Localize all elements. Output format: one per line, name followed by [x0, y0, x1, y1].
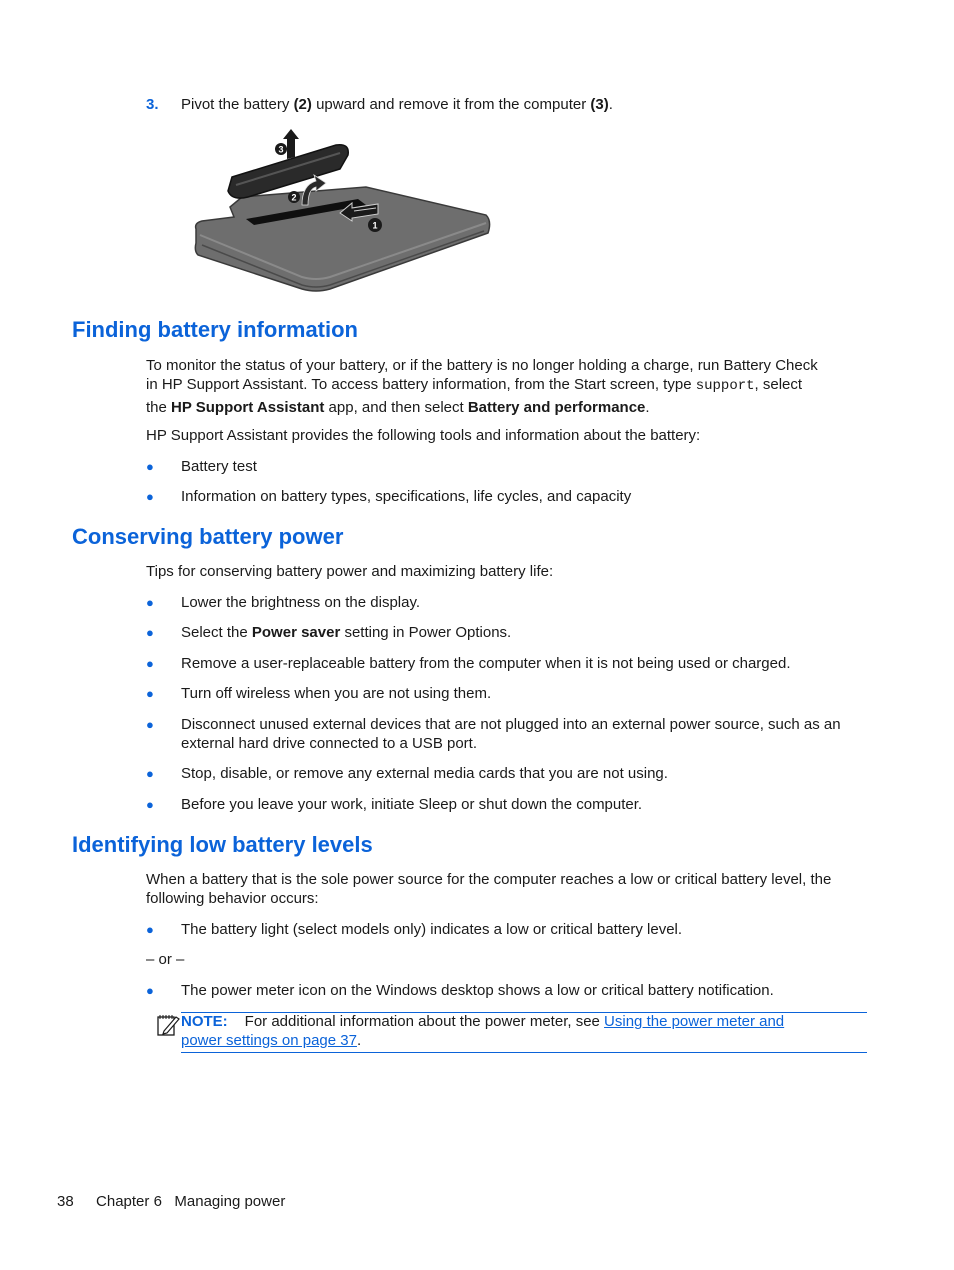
step-text: Pivot the battery (2) upward and remove it from the computer (3).	[181, 96, 613, 113]
conserving-intro: Tips for conserving battery power and maximizing battery life:	[146, 563, 554, 580]
bullet-icon: ●	[146, 922, 154, 937]
low-battery-intro: When a battery that is the sole power source for the computer reaches a low or critical battery level, the following behavior occurs:	[146, 871, 832, 907]
note-text: NOTE: For additional information about the power meter, see Using the power meter and power settings on page 37.	[181, 1013, 785, 1049]
support-assistant-paragraph: HP Support Assistant provides the following tools and information about the battery:	[146, 427, 701, 444]
callout-3-label: 3	[278, 144, 284, 155]
bullet-icon: ●	[146, 797, 154, 812]
callout-1-label: 1	[372, 220, 378, 231]
code-support: support	[695, 378, 755, 394]
bullet-icon: ●	[146, 595, 154, 610]
bullet-icon: ●	[146, 686, 154, 701]
battery-check-paragraph: To monitor the status of your battery, or if the battery is no longer holding a charge, run Battery Check in HP Support Assistant. To access battery information, from the Start screen, type support, select the HP Support Assistant app, and then select Battery and performance.	[146, 357, 818, 416]
arrow-up-icon	[283, 129, 299, 159]
bullet-icon: ●	[146, 489, 154, 504]
chapter-title: Chapter 6 Managing power	[96, 1193, 286, 1210]
bullet-icon: ●	[146, 766, 154, 781]
step-number: 3.	[146, 96, 159, 113]
power-meter-link[interactable]: Using the power meter and	[604, 1013, 785, 1030]
heading-finding-battery-information: Finding battery information	[72, 317, 358, 342]
heading-conserving-battery-power: Conserving battery power	[72, 524, 344, 549]
callout-2-label: 2	[291, 192, 297, 203]
bullet-icon: ●	[146, 459, 154, 474]
page-footer	[57, 1192, 285, 1211]
power-meter-link-continued[interactable]: power settings on page 37	[181, 1032, 357, 1049]
bullet-icon: ●	[146, 983, 154, 998]
heading-identifying-low-battery-levels: Identifying low battery levels	[72, 832, 373, 857]
note-label: NOTE:	[181, 1013, 228, 1030]
bullet-icon: ●	[146, 625, 154, 640]
note-icon	[156, 1013, 180, 1037]
step-3	[146, 95, 870, 114]
bullet-icon: ●	[146, 656, 154, 671]
or-separator: – or –	[146, 951, 185, 968]
bullet-icon: ●	[146, 717, 154, 732]
battery-removal-illustration	[190, 125, 495, 295]
page-number: 38	[57, 1193, 74, 1210]
